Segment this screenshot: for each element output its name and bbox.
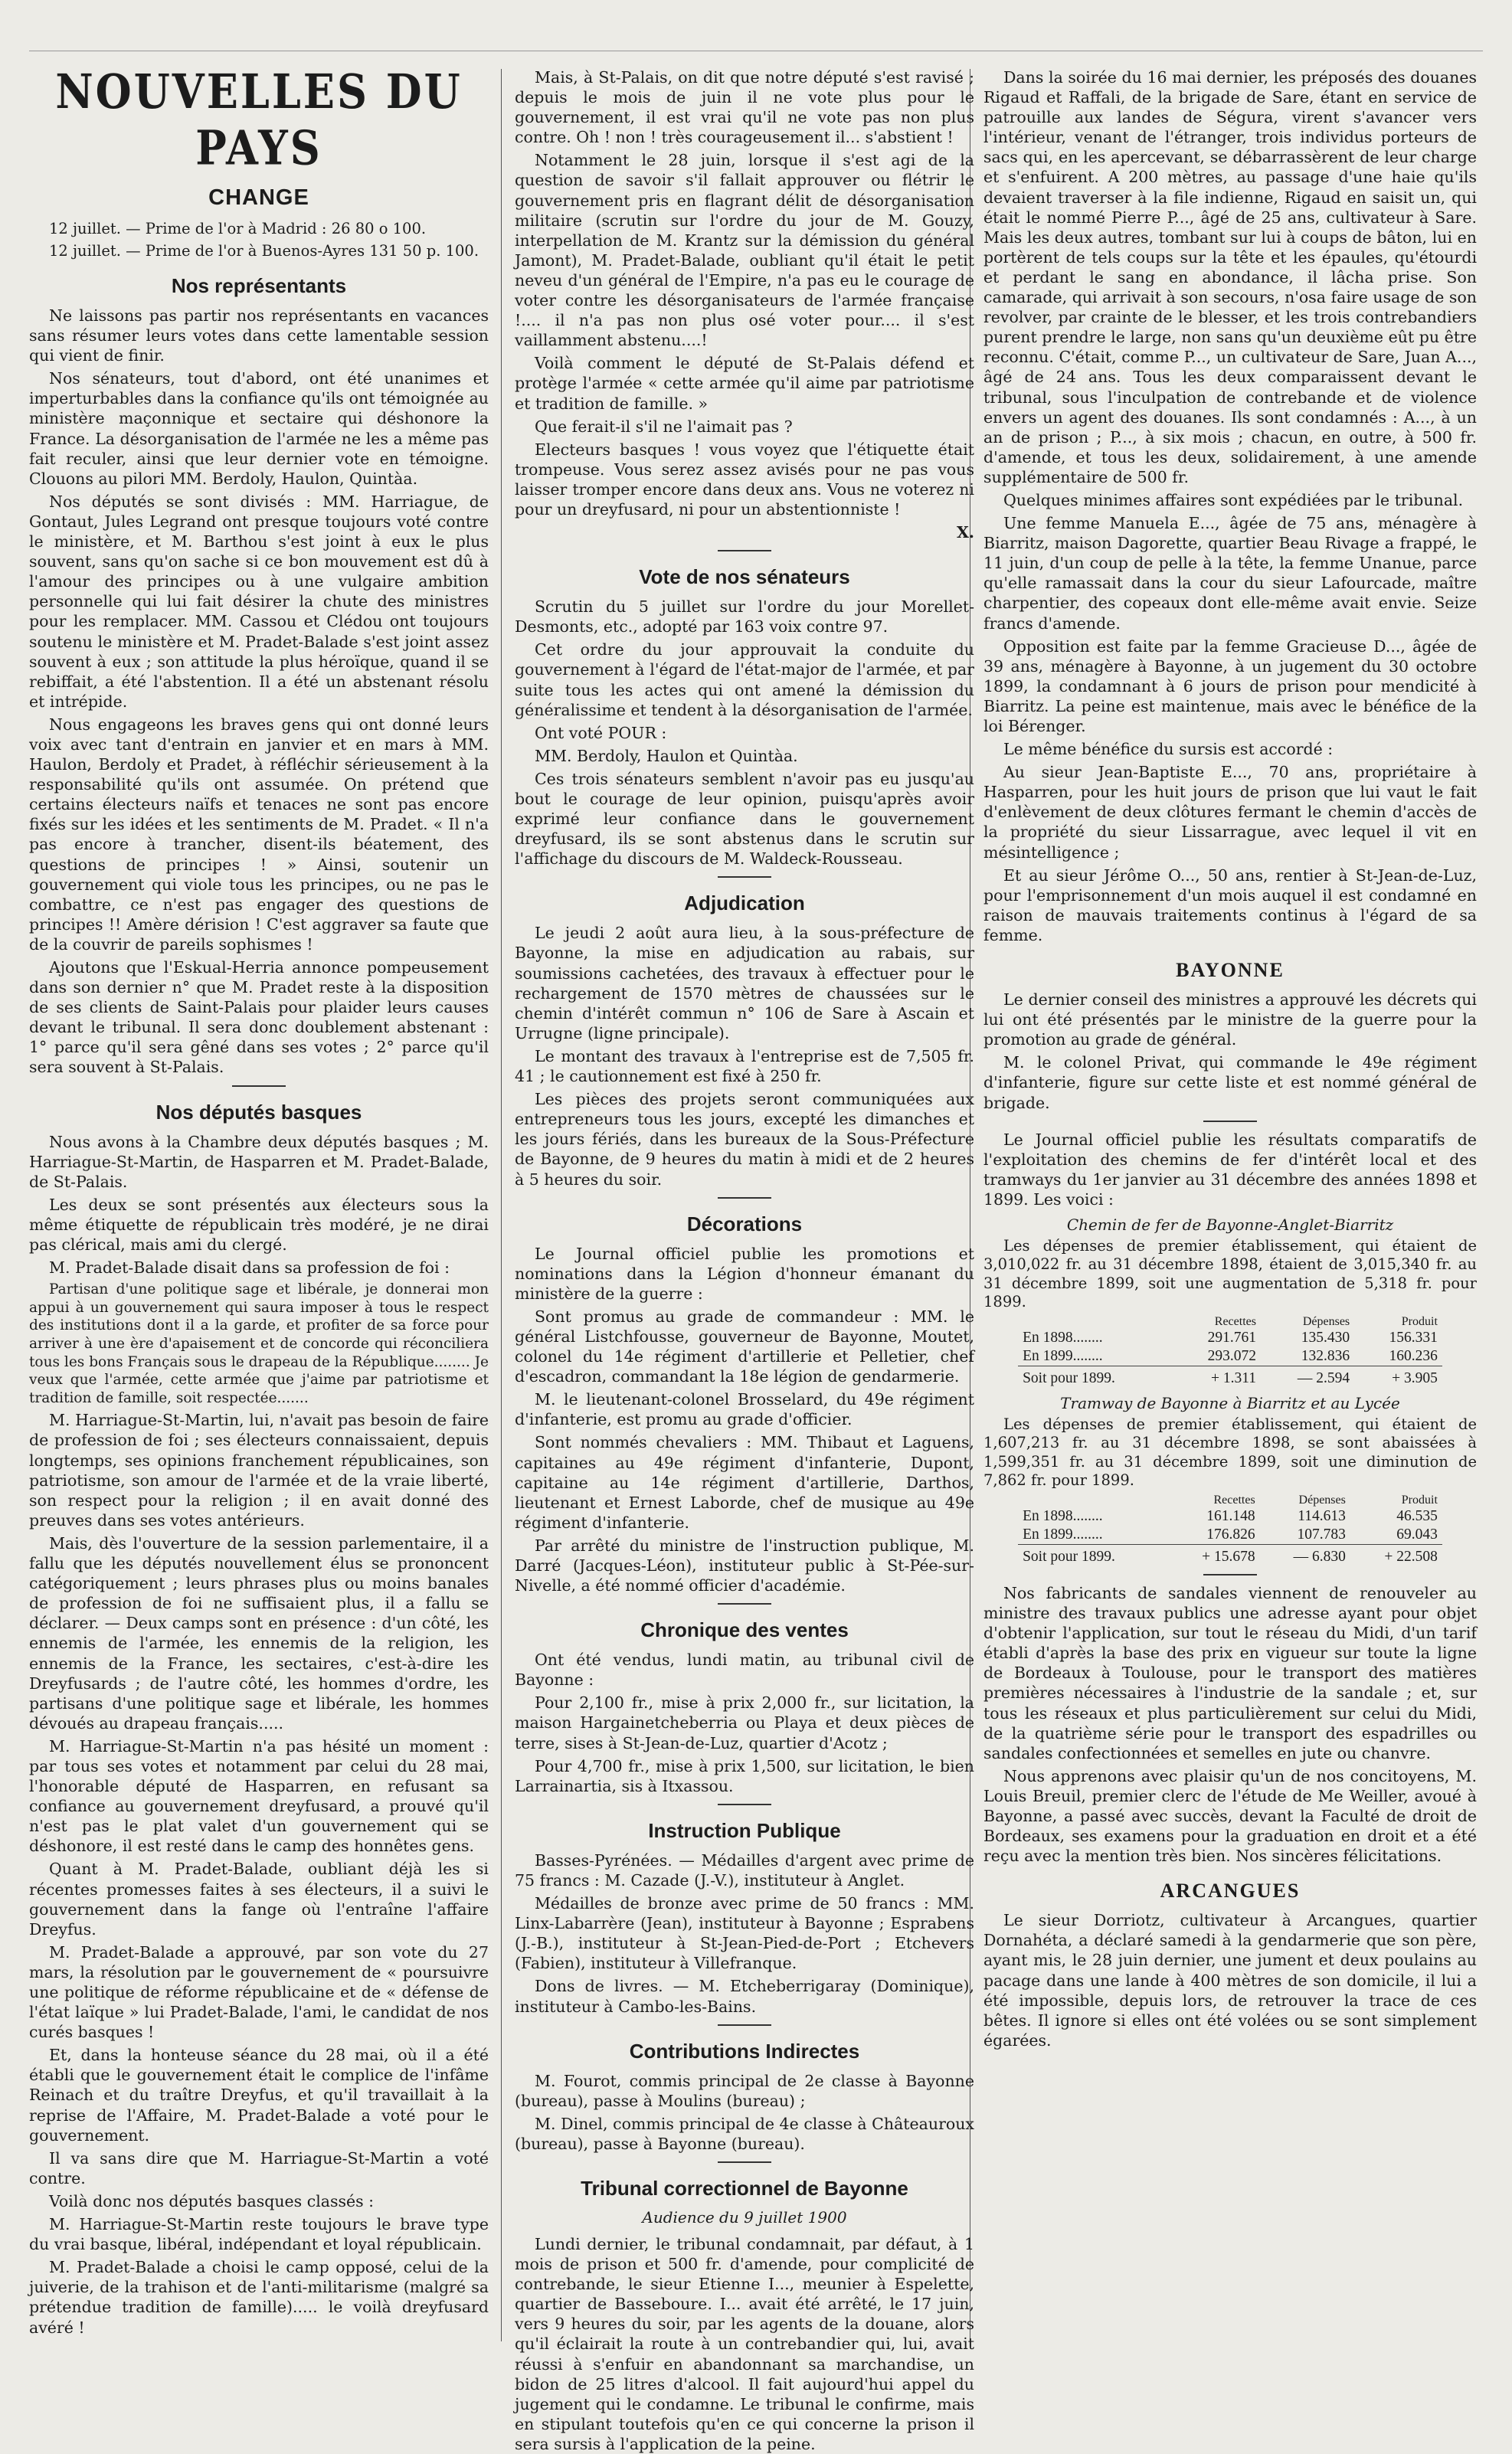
paragraph: M. Harriague-St-Martin, lui, n'avait pas besoin de faire de profession de foi ; ses électeurs connaissaient, depuis longtemps, ses opinions franchement républicaines, son patriotisme, son amour de l'armée et de la vraie liberté, son respect pour la religion ; il en avait donné des preuves dans ses votes antérieurs.	[29, 1411, 489, 1530]
table-cell: En 1898........	[1023, 1507, 1103, 1524]
section-rule	[1203, 1121, 1257, 1122]
paragraph: Opposition est faite par la femme Gracieuse D..., âgée de 39 ans, ménagère à Bayonne, à un jugement du 30 octobre 1899, la condamnant à 6 jours de prison pour mendicité à Biarritz. La peine est maintenue, mais avec le bénéfice de la loi Bérenger.	[983, 636, 1477, 735]
table-cell: 291.761	[1207, 1329, 1256, 1346]
contributions-title: Contributions Indirectes	[629, 2039, 860, 2063]
paragraph: Nos députés se sont divisés : MM. Harriague, de Gontaut, Jules Legrand ont presque toujours voté contre le ministère, et M. Barthou s'est joint à eux le plus souvent, sans qu'on sache si ce bon mouvement est dû à l'amour des principes ou à une vulgaire ambition personnelle qui lui fait désirer la chute des ministres pour les remplacer. MM. Cassou et Clédou ont toujours soutenu le ministère et M. Pradet-Balade s'est joint assez souvent à eux ; son attitude la plus héroïque, quand il se rebiffait, a été l'abstention. Il a été un abstenant résolu et intrépide.	[29, 492, 489, 711]
stat2-title: Tramway de Bayonne à Biarritz et au Lycée	[1060, 1393, 1400, 1412]
section-rule	[718, 2024, 771, 2026]
column-3	[983, 67, 1477, 2349]
representants-body	[29, 306, 489, 1078]
table-cell: 132.836	[1301, 1347, 1350, 1364]
paragraph: Voilà donc nos députés basques classés :	[49, 2191, 375, 2210]
table-header: Produit	[1401, 1314, 1438, 1328]
senateurs-title: Vote de nos sénateurs	[639, 565, 850, 589]
table-total-row	[1018, 1544, 1442, 1566]
instruction-body	[515, 1850, 974, 2017]
paragraph: Le jeudi 2 août aura lieu, à la sous-préfecture de Bayonne, la mise en adjudication au rabais, sur soumissions cachetées, des travaux à effectuer pour le rechargement de 1570 mètres de chaussées sur le chemin d'intérêt commun n° 106 de Sare à Ascain et Urrugne (ligne principale).	[515, 924, 974, 1042]
table-row	[1018, 1347, 1442, 1366]
table-cell: 135.430	[1301, 1329, 1350, 1346]
table-cell: 46.535	[1396, 1507, 1438, 1524]
ventes-body	[515, 1650, 974, 1796]
adjudication-body	[515, 923, 974, 1189]
paragraph: Les pièces des projets seront communiquées aux entrepreneurs tous les jours, excepté les dimanches et les jours fériés, dans les bureaux de la Sous-Préfecture de Bayonne, de 9 heures du matin à midi et de 2 heures à 5 heures du soir.	[515, 1090, 974, 1189]
signature: X.	[956, 523, 974, 542]
table-total-row	[1018, 1366, 1442, 1388]
section-rule	[718, 1804, 771, 1805]
table-cell: Soit pour 1899.	[1018, 1544, 1168, 1566]
representants-title: Nos représentants	[171, 274, 347, 297]
table-row	[1018, 1507, 1442, 1526]
paragraph: Basses-Pyrénées. — Médailles d'argent avec prime de 75 francs : M. Cazade (J.-V.), instituteur à Anglet.	[515, 1850, 974, 1890]
paragraph: Le Journal officiel publie les résultats comparatifs de l'exploitation des chemins de fer d'intérêt local et des tramways du 1er janvier au 31 décembre des années 1898 et 1899. Les voici :	[983, 1130, 1477, 1209]
adjudication-title: Adjudication	[684, 892, 805, 915]
paragraph: Au sieur Jean-Baptiste E..., 70 ans, propriétaire à Hasparren, pour les huit jours de prison que lui vaut le fait d'enlèvement de deux clôtures fermant le chemin d'accès de la propriété du sieur Lissarrague, avec lequel il vit en mésintelligence ;	[983, 763, 1477, 862]
paragraph: Nous avons à la Chambre deux députés basques ; M. Harriague-St-Martin, de Hasparren et M. Pradet-Balade, de St-Palais.	[29, 1132, 489, 1191]
paragraph: Nos sénateurs, tout d'abord, ont été unanimes et imperturbables dans la confiance qu'ils ont témoignée au ministère maçonnique et sectaire qui déshonore la France. La désorganisation de l'armée ne les a même pas fait reculer, ainsi que leur dernier vote en témoigne. Clouons au pilori MM. Berdoly, Haulon, Quintàa.	[29, 369, 489, 488]
paragraph: Voilà comment le député de St-Palais défend et protège l'armée « cette armée qu'il aime par patriotisme et tradition de famille. »	[515, 354, 974, 413]
paragraph: M. Fourot, commis principal de 2e classe à Bayonne (bureau), passe à Moulins (bureau) ;	[515, 2071, 974, 2110]
paragraph: M. Pradet-Balade disait dans sa profession de foi :	[49, 1258, 450, 1278]
bayonne-body	[983, 990, 1477, 1113]
bayonne-after	[983, 1583, 1477, 1866]
table-cell: Soit pour 1899.	[1018, 1366, 1173, 1388]
paragraph: Electeurs basques ! vous voyez que l'étiquette était trompeuse. Vous serez assez avisés pour ne pas vous laisser tromper encore dans deux ans. Vous ne voterez ni pour un dreyfusard, ni pour un abstentionniste !	[515, 440, 974, 519]
deputes-body-2	[29, 1410, 489, 2337]
section-rule	[232, 1085, 286, 1087]
table-header	[1018, 1315, 1173, 1329]
paragraph: Ont été vendus, lundi matin, au tribunal civil de Bayonne :	[515, 1651, 974, 1690]
paragraph: Que ferait-il s'il ne l'aimait pas ?	[535, 417, 793, 436]
paragraph: Pour 2,100 fr., mise à prix 2,000 fr., sur licitation, la maison Hargainetcheberria ou Playa et deux pièces de terre, sises à St-Jean-de-Luz, quartier d'Acotz ;	[515, 1693, 974, 1752]
bayonne-title: BAYONNE	[1176, 959, 1285, 982]
senateurs-body	[515, 597, 974, 869]
table-cell: En 1898........	[1023, 1329, 1103, 1346]
paragraph: 12 juillet. — Prime de l'or à Madrid : 26 80 o 100.	[49, 220, 427, 237]
paragraph: M. le lieutenant-colonel Brosselard, du 49e régiment d'infanterie, est promu au grade d'officier.	[515, 1390, 974, 1429]
column-1	[29, 63, 489, 2349]
paragraph: Scrutin du 5 juillet sur l'ordre du jour Morellet-Desmonts, etc., adopté par 163 voix contre 97.	[515, 597, 974, 636]
table-header: Dépenses	[1302, 1314, 1350, 1328]
table-cell: — 6.830	[1260, 1544, 1350, 1566]
arcangues-body	[983, 1910, 1477, 2050]
paragraph: Sont promus au grade de commandeur : MM. le général Listchfousse, gouverneur de Bayonne, Moutet, colonel du 14e régiment d'artillerie et Pelletier, chef d'escadron, commandant la 18e légion de gendarmerie.	[515, 1307, 974, 1386]
table-cell: En 1899........	[1023, 1526, 1103, 1543]
table-row	[1018, 1329, 1442, 1347]
contributions-body	[515, 2071, 974, 2154]
paragraph: Les deux se sont présentés aux électeurs sous la même étiquette de républicain très modéré, je ne dirai pas clérical, mais ami du clergé.	[29, 1195, 489, 1255]
table-cell: 160.236	[1389, 1347, 1438, 1364]
table-row	[1018, 1526, 1442, 1545]
paragraph: Le Journal officiel publie les promotions et nominations dans la Légion d'honneur émanant du ministère de la guerre :	[515, 1244, 974, 1303]
paragraph: Quelques minimes affaires sont expédiées par le tribunal.	[1003, 490, 1464, 509]
table-cell: 293.072	[1207, 1347, 1256, 1364]
stat1-table	[1018, 1315, 1442, 1388]
paragraph: Le montant des travaux à l'entreprise est de 7,505 fr. 41 ; le cautionnement est fixé à 250 fr.	[515, 1046, 974, 1086]
paragraph: Mais, à St-Palais, on dit que notre député s'est ravisé ; depuis le mois de juin il ne vote plus pour le gouvernement, il est vrai qu'il ne vote pas non plus contre. Oh ! non ! très courageusement il... s'abstient !	[515, 68, 974, 147]
stat2-intro: Les dépenses de premier établissement, qui étaient de 1,607,213 fr. au 31 décembre 1898, se sont abaissées à 1,599,351 fr. au 31 décembre 1899, soit une diminution de 7,862 fr. pour 1899.	[983, 1415, 1477, 1490]
paragraph: Nous engageons les braves gens qui ont donné leurs voix avec tant d'entrain en janvier et en mars à MM. Haulon, Berdoly et Pradet, à réfléchir sérieusement à la responsabilité qu'ils ont assumée. On prétend que certains électeurs naïfs et tenaces ne sont pas encore fixés sur les idées et les sentiments de M. Pradet. « Il n'a pas encore à trancher, disent-ils béatement, des questions de principes ! » Ainsi, soutenir un gouvernement qui viole tous les principes, ou ne pas le combattre, ce n'est pas engager des questions de principes !! Amère dérision ! C'est aggraver sa faute que de la couvrir de pareils sophismes !	[29, 715, 489, 954]
section-rule	[718, 1197, 771, 1199]
paragraph: Notamment le 28 juin, lorsque il s'est agi de la question de savoir s'il fallait approuver ou flétrir le gouvernement pris en flagrant délit de désorganisation militaire (scrutin sur l'ordre du jour de M. Gouzy, interpellation de M. Krantz sur la démission du général Jamont), M. Pradet-Balade, oubliant qu'il était le petit neveu d'un général de l'Empire, n'a pas eu le courage de voter contre les désorganisateurs de l'armée française !.... il n'a pas non plus osé voter pour.... il s'est vaillamment abstenu....!	[515, 151, 974, 350]
tribunal-body	[515, 2234, 974, 2454]
tribunal-title: Tribunal correctionnel de Bayonne	[581, 2176, 908, 2200]
paragraph: M. Harriague-St-Martin n'a pas hésité un moment : par tous ses votes et notamment par celui du 28 mai, l'honorable député de Hasparren, en refusant sa confiance au gouvernement dreyfusard, a prouvé qu'il n'est pas le plat valet d'un gouvernement qui se déshonore, il est resté dans le camp des honnêtes gens.	[29, 1736, 489, 1856]
paragraph: Et au sieur Jérôme O..., 50 ans, rentier à St-Jean-de-Luz, pour l'emprisonnement d'un mois auquel il est condamné en raison de mauvais traitements continus à l'égard de sa femme.	[983, 865, 1477, 944]
paragraph: Le dernier conseil des ministres a approuvé les décrets qui lui ont été présentés par le ministre de la guerre pour la promotion au grade de général.	[983, 990, 1477, 1049]
stat1-intro: Les dépenses de premier établissement, qui étaient de 3,010,022 fr. au 31 décembre 1898, étaient de 3,015,340 fr. au 31 décembre 1899, soit une augmentation de 5,318 fr. pour 1899.	[983, 1236, 1477, 1311]
table-header: Dépenses	[1298, 1493, 1346, 1507]
instruction-title: Instruction Publique	[648, 1818, 841, 1842]
paragraph: Dans la soirée du 16 mai dernier, les préposés des douanes Rigaud et Raffali, de la brigade de Sare, étant en service de patrouille aux landes de Ségura, virent s'avancer vers l'intérieur, venant de l'étranger, trois individus porteurs de sacs qui, en les apercevant, se débarrassèrent de leur charge et s'enfuirent. A 200 mètres, au passage d'une haie qu'ils devaient traverser à la file indienne, Rigaud en saisit un, qui était le nommé Pierre P..., âgé de 25 ans, cultivateur à Sare. Mais les deux autres, tombant sur lui à coups de bâton, lui en portèrent de tels coups sur la tête et les épaules, qu'étourdi et perdant le sang en abondance, il lâcha prise. Son camarade, qui arrivait à son secours, n'osa faire usage de son revolver, par crainte de le blesser, et les trois contrebandiers purent prendre le large, non sans qu'un deuxième eût pu être reconnu. C'était, comme P..., un cultivateur de Sare, Juan A..., âgé de 24 ans. Tous les deux comparaissent devant le tribunal, sous l'inculpation de contrebande et de violence envers un agent des douanes. Ils sont condamnés : A..., à un an de prison ; P..., à six mois ; chacun, en outre, à 500 fr. d'amende, et tous les deux, solidairement, à une amende supplémentaire de 500 fr.	[983, 68, 1477, 486]
paragraph: Nos fabricants de sandales viennent de renouveler au ministre des travaux publics une adresse ayant pour objet d'obtenir l'application, sur tout le réseau du Midi, d'un tarif établi d'après la base des prix en vigueur sur toute la ligne de Bordeaux à Toulouse, pour le transport des matières premières nécessaires à l'industrie de la sandale ; et, sur tous les réseaux et plus particulièrement sur celui du Midi, de la quatrième série pour le transport des espadrilles ou sandales confectionnées et semelles en jute ou chanvre.	[983, 1583, 1477, 1762]
table-cell: En 1899........	[1023, 1347, 1103, 1364]
deputes-body	[29, 1132, 489, 1278]
paragraph: M. Pradet-Balade a approuvé, par son vote du 27 mars, la résolution par le gouvernement de « poursuivre une politique de réforme républicaine et de « défense de l'état laïque » lui Pradet-Balade, l'ami, le candidat de nos curés basques !	[29, 1942, 489, 2042]
bayonne-journal-officiel	[983, 1130, 1477, 1209]
paragraph: Par arrêté du ministre de l'instruction publique, M. Darré (Jacques-Léon), instituteur public à St-Pée-sur-Nivelle, a été nommé officier d'académie.	[515, 1536, 974, 1595]
masthead: NOUVELLES DU PAYS	[55, 63, 463, 176]
paragraph: Le même bénéfice du sursis est accordé :	[1003, 740, 1334, 759]
paragraph: Ont voté POUR :	[535, 723, 667, 742]
section-rule	[718, 2161, 771, 2163]
section-rule	[718, 1603, 771, 1605]
column-divider-1	[501, 69, 502, 2341]
change-lines	[29, 220, 489, 260]
table-cell: 176.826	[1206, 1526, 1255, 1543]
paragraph: 12 juillet. — Prime de l'or à Buenos-Ayres 131 50 p. 100.	[49, 241, 479, 260]
paragraph: Ajoutons que l'Eskual-Herria annonce pompeusement dans son dernier n° que M. Pradet reste à la disposition de ses clients de Saint-Palais pour plaider leurs causes devant le tribunal. Il sera donc doublement abstenant : 1° parce qu'il sera gêné dans ses votes ; 2° parce qu'il sera souvent à St-Palais.	[29, 958, 489, 1077]
col2-intro	[515, 67, 974, 519]
paragraph: Dons de livres. — M. Etcheberrigaray (Dominique), instituteur à Cambo-les-Bains.	[515, 1977, 974, 2016]
table-header: Produit	[1401, 1493, 1438, 1507]
table-cell: + 15.678	[1168, 1544, 1260, 1566]
stat2-table	[1018, 1494, 1442, 1566]
table-header	[1018, 1494, 1168, 1507]
decorations-body	[515, 1244, 974, 1596]
paragraph: Sont nommés chevaliers : MM. Thibaut et Laguens, capitaines au 49e régiment d'infanterie, Dupont, capitaine au 14e régiment d'artillerie, Darthos, lieutenant et Ernest Laborde, chef de musique au 49e régiment d'infanterie.	[515, 1433, 974, 1532]
table-cell: 107.783	[1297, 1526, 1346, 1543]
paragraph: Pour 4,700 fr., mise à prix 1,500, sur licitation, le bien Larrainartia, sis à Itxassou.	[515, 1756, 974, 1795]
arcangues-title: ARCANGUES	[1160, 1880, 1301, 1903]
table-cell: 161.148	[1206, 1507, 1255, 1524]
decorations-title: Décorations	[686, 1212, 803, 1235]
paragraph: Cet ordre du jour approuvait la conduite du gouvernement à l'égard de l'état-major de l'armée, et par suite tous les actes qui ont amené la démission du généralissime et tendent à la désorganisation de l'armée.	[515, 640, 974, 719]
table-header: Recettes	[1213, 1493, 1255, 1507]
paragraph: Mais, dès l'ouverture de la session parlementaire, il a fallu que les députés nouvellement élus se prononcent catégoriquement ; leurs phrases plus ou moins banales de profession de foi ne suffisaient plus, il a fallu se déclarer. — Deux camps sont en présence : d'un côté, les ennemis de l'armée, les ennemis de la religion, les ennemis de la France, les sectaires, c'est-à-dire les Dreyfusards ; de l'autre côté, les hommes d'ordre, les partisans d'une politique sage et libérale, les hommes dévoués au drapeau français.....	[29, 1533, 489, 1733]
section-rule	[718, 550, 771, 551]
table-cell: 114.613	[1298, 1507, 1346, 1524]
table-cell: — 2.594	[1261, 1366, 1354, 1388]
table-cell: + 3.905	[1354, 1366, 1442, 1388]
paragraph: M. Harriague-St-Martin reste toujours le brave type du vrai basque, libéral, indépendant et loyal républicain.	[29, 2215, 489, 2254]
paragraph: Médailles de bronze avec prime de 50 francs : MM. Linx-Labarrère (Jean), instituteur à Bayonne ; Esprabens (J.-B.), instituteur à St-Jean-Pied-de-Port ; Etchevers (Fabien), instituteur à Villefranque.	[515, 1894, 974, 1973]
paragraph: Ces trois sénateurs semblent n'avoir pas eu jusqu'au bout le courage de leur opinion, puisqu'après avoir exprimé leur confiance dans le gouvernement dreyfusard, ils se sont abstenus dans le scrutin sur l'affichage du discours de M. Waldeck-Rousseau.	[515, 769, 974, 869]
paragraph: Lundi dernier, le tribunal condamnait, par défaut, à 1 mois de prison et 500 fr. d'amende, pour complicité de contrebande, le sieur Etienne I..., meunier à Espelette, quartier de Basseboure. I... avait été arrêté, le 17 juin, vers 9 heures du soir, par les agents de la douane, alors qu'il éclairait la route à un contrebandier qui, lui, avait réussi à s'enfuir en abandonnant sa marchandise, un bidon de 25 litres d'alcool. Il fait aujourd'hui appel du jugement qui le condamne. Le tribunal le confirme, mais en stipulant toutefois qu'en ce qui concerne la prison il sera sursis à l'application de la peine.	[515, 2234, 974, 2453]
paragraph: M. le colonel Privat, qui commande le 49e régiment d'infanterie, figure sur cette liste et est nommé général de brigade.	[983, 1053, 1477, 1112]
paragraph: M. Dinel, commis principal de 4e classe à Châteauroux (bureau), passe à Bayonne (bureau).	[515, 2114, 974, 2153]
paragraph: M. Pradet-Balade a choisi le camp opposé, celui de la juiverie, de la trahison et de l'anti-militarisme (malgré sa prétendue tradition de famille)..... le voilà dreyfusard avéré !	[29, 2258, 489, 2337]
paragraph: Nous apprenons avec plaisir qu'un de nos concitoyens, M. Louis Breuil, premier clerc de l'étude de Me Weiller, avoué à Bayonne, a passé avec succès, devant la Faculté de droit de Bordeaux, ses examens pour la graduation en droit et a été reçu avec la mention très bien. Nos sincères félicitations.	[983, 1766, 1477, 1866]
section-rule	[1203, 1574, 1257, 1575]
deputes-title: Nos députés basques	[155, 1100, 362, 1124]
table-cell: + 1.311	[1173, 1366, 1261, 1388]
deputes-quote: Partisan d'une politique sage et libérale, je donnerai mon appui à un gouvernement qui saura imposer à tous le respect des institutions dont il a la garde, et profiter de sa force pour arriver à une ère d'apaisement et de concorde qui réconciliera tous les bons Français sous le drapeau de la République........ Je veux que l'armée, cette armée que j'aime par patriotisme et tradition de famille, soit respectée.......	[29, 1281, 489, 1406]
table-cell: + 22.508	[1350, 1544, 1442, 1566]
column-2	[515, 67, 974, 2453]
table-cell: 69.043	[1396, 1526, 1438, 1543]
change-title: CHANGE	[208, 185, 309, 210]
table-cell: 156.331	[1389, 1329, 1438, 1346]
tribunal-subtitle: Audience du 9 juillet 1900	[642, 2207, 847, 2227]
paragraph: Le sieur Dorriotz, cultivateur à Arcangues, quartier Dornahéta, a déclaré samedi à la gendarmerie que son père, ayant mis, le 28 juin dernier, une jument et deux poulains au pacage dans une lande à 400 mètres de son domicile, il lui a été impossible, depuis lors, de retrouver la trace de ces bêtes. Il ignore si elles ont été volées ou se sont simplement égarées.	[983, 1911, 1477, 2050]
paragraph: MM. Berdoly, Haulon et Quintàa.	[535, 746, 798, 765]
paragraph: Ne laissons pas partir nos représentants en vacances sans résumer leurs votes dans cette lamentable session qui vient de finir.	[29, 306, 489, 365]
paragraph: Il va sans dire que M. Harriague-St-Martin a voté contre.	[29, 2148, 489, 2187]
paragraph: Quant à M. Pradet-Balade, oubliant déjà les si récentes promesses faites à ses électeurs, il a suivi le gouvernement dans la fange où l'entraîne l'affaire Dreyfus.	[29, 1860, 489, 1939]
stat1-title: Chemin de fer de Bayonne-Anglet-Biarritz	[1066, 1215, 1394, 1234]
tribunal-body-continued	[983, 67, 1477, 945]
section-rule	[718, 876, 771, 878]
table-header: Recettes	[1214, 1314, 1256, 1328]
paragraph: Une femme Manuela E..., âgée de 75 ans, ménagère à Biarritz, maison Dagorette, quartier Beau Rivage a frappé, le 11 juin, d'un coup de pelle à la tête, la femme Unanue, parce qu'elle ramassait dans la cour du sieur Lafourcade, maître charpentier, des copeaux dont elle-même avait envie. Seize francs d'amende.	[983, 514, 1477, 633]
ventes-title: Chronique des ventes	[640, 1618, 849, 1642]
paragraph: Et, dans la honteuse séance du 28 mai, où il a été établi que le gouvernement était le complice de l'infâme Reinach et du traître Dreyfus, et qu'il travaillait à la reprise de l'Affaire, M. Pradet-Balade a voté pour le gouvernement.	[29, 2046, 489, 2145]
